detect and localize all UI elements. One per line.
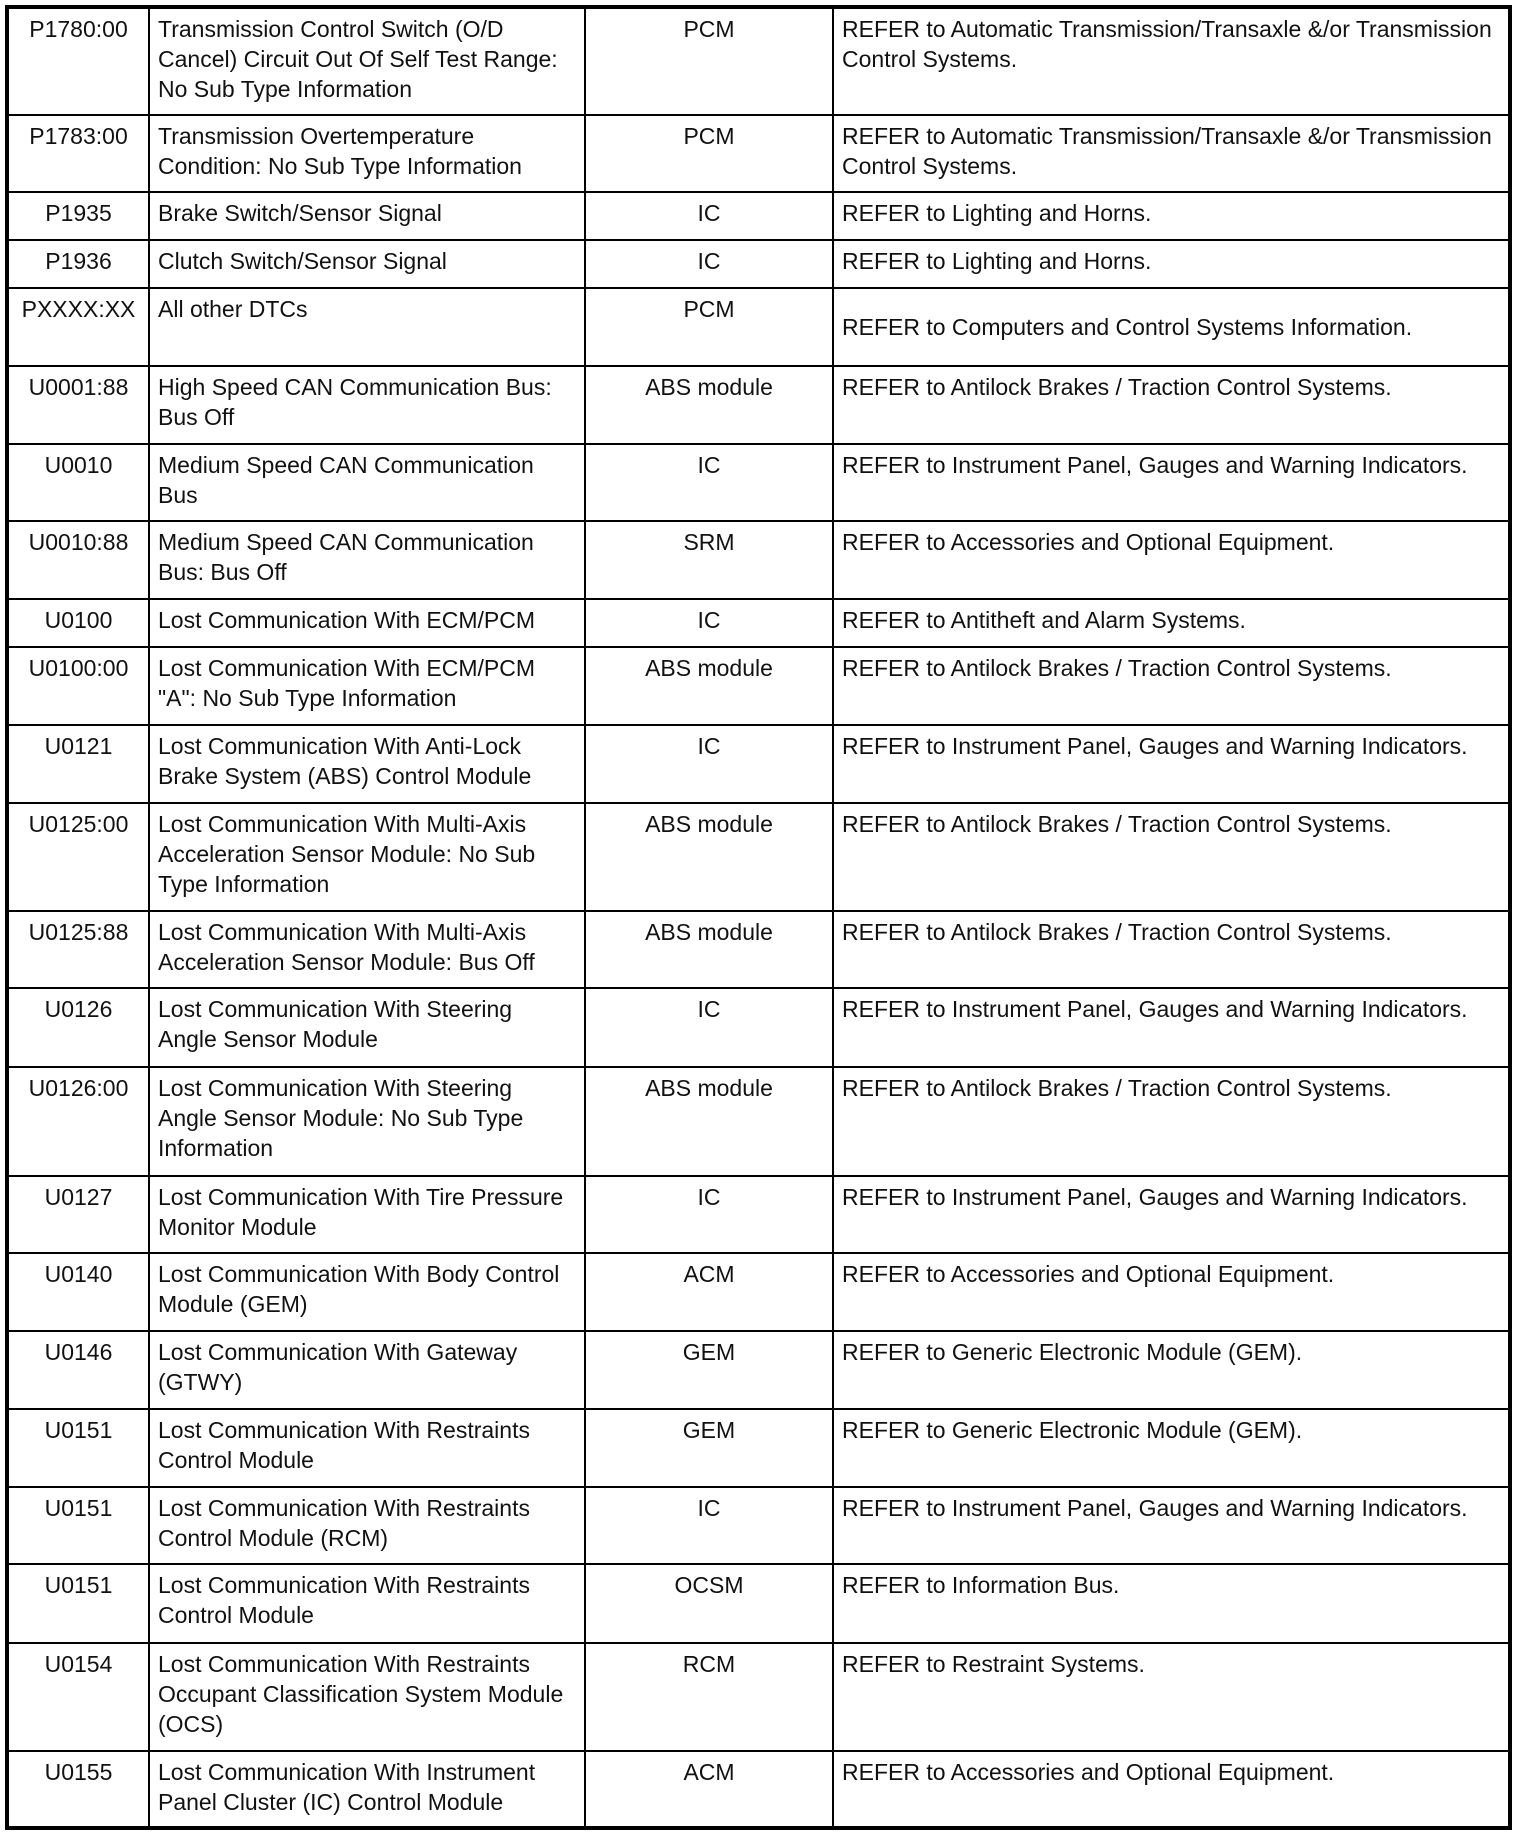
dtc-description-cell: Lost Communication With Tire Pressure Monitor Module — [149, 1176, 585, 1253]
action-cell: REFER to Instrument Panel, Gauges and Warning Indicators. — [833, 988, 1510, 1067]
dtc-code-cell: U0151 — [7, 1487, 149, 1564]
dtc-code-cell: U0126 — [7, 988, 149, 1067]
action-cell: REFER to Instrument Panel, Gauges and Warning Indicators. — [833, 444, 1510, 521]
module-cell: PCM — [585, 288, 833, 366]
dtc-description-cell: Lost Communication With Restraints Control Module — [149, 1409, 585, 1487]
dtc-code-cell: U0127 — [7, 1176, 149, 1253]
dtc-code-cell: U0125:88 — [7, 911, 149, 988]
dtc-description-cell: Brake Switch/Sensor Signal — [149, 192, 585, 240]
table-row — [7, 7, 1510, 115]
table-row — [7, 1253, 1510, 1331]
module-cell: RCM — [585, 1643, 833, 1751]
dtc-code-cell: U0001:88 — [7, 366, 149, 444]
dtc-description-cell: Lost Communication With Instrument Panel Cluster (IC) Control Module — [149, 1751, 585, 1828]
table-row — [7, 1564, 1510, 1643]
dtc-description-cell: Lost Communication With Restraints Control Module (RCM) — [149, 1487, 585, 1564]
dtc-code-cell: U0146 — [7, 1331, 149, 1409]
action-cell: REFER to Accessories and Optional Equipment. — [833, 521, 1510, 599]
dtc-description-cell: Lost Communication With Body Control Module (GEM) — [149, 1253, 585, 1331]
module-cell: ABS module — [585, 647, 833, 725]
dtc-table-body — [7, 7, 1510, 1828]
table-row — [7, 288, 1510, 366]
dtc-table — [5, 5, 1512, 1830]
action-cell: REFER to Accessories and Optional Equipment. — [833, 1253, 1510, 1331]
action-cell: REFER to Accessories and Optional Equipment. — [833, 1751, 1510, 1828]
dtc-description-cell: Lost Communication With Steering Angle Sensor Module: No Sub Type Information — [149, 1067, 585, 1176]
action-cell: REFER to Antilock Brakes / Traction Control Systems. — [833, 911, 1510, 988]
module-cell: ABS module — [585, 803, 833, 911]
action-cell: REFER to Automatic Transmission/Transaxle &/or Transmission Control Systems. — [833, 115, 1510, 192]
action-cell: REFER to Antilock Brakes / Traction Control Systems. — [833, 366, 1510, 444]
module-cell: IC — [585, 599, 833, 647]
table-row — [7, 599, 1510, 647]
module-cell: SRM — [585, 521, 833, 599]
table-row — [7, 911, 1510, 988]
action-cell: REFER to Instrument Panel, Gauges and Warning Indicators. — [833, 1176, 1510, 1253]
dtc-code-cell: P1935 — [7, 192, 149, 240]
module-cell: GEM — [585, 1331, 833, 1409]
table-row — [7, 1487, 1510, 1564]
table-row — [7, 444, 1510, 521]
module-cell: IC — [585, 240, 833, 288]
dtc-description-cell: Transmission Control Switch (O/D Cancel) Circuit Out Of Self Test Range: No Sub Type Information — [149, 7, 585, 115]
action-cell: REFER to Information Bus. — [833, 1564, 1510, 1643]
dtc-code-cell: U0151 — [7, 1409, 149, 1487]
module-cell: IC — [585, 192, 833, 240]
action-cell: REFER to Lighting and Horns. — [833, 192, 1510, 240]
dtc-description-cell: Medium Speed CAN Communication Bus: Bus Off — [149, 521, 585, 599]
dtc-description-cell: Lost Communication With Anti-Lock Brake System (ABS) Control Module — [149, 725, 585, 803]
dtc-description-cell: Lost Communication With ECM/PCM — [149, 599, 585, 647]
action-cell: REFER to Antilock Brakes / Traction Control Systems. — [833, 1067, 1510, 1176]
module-cell: ACM — [585, 1751, 833, 1828]
dtc-code-cell: U0154 — [7, 1643, 149, 1751]
action-cell: REFER to Computers and Control Systems Information. — [833, 288, 1510, 366]
dtc-code-cell: U0140 — [7, 1253, 149, 1331]
module-cell: ABS module — [585, 366, 833, 444]
dtc-code-cell: U0100:00 — [7, 647, 149, 725]
action-cell: REFER to Restraint Systems. — [833, 1643, 1510, 1751]
dtc-code-cell: P1783:00 — [7, 115, 149, 192]
dtc-description-cell: Transmission Overtemperature Condition: No Sub Type Information — [149, 115, 585, 192]
module-cell: IC — [585, 725, 833, 803]
table-row — [7, 1176, 1510, 1253]
dtc-code-cell: U0125:00 — [7, 803, 149, 911]
table-row — [7, 115, 1510, 192]
action-cell: REFER to Antilock Brakes / Traction Control Systems. — [833, 803, 1510, 911]
table-row — [7, 240, 1510, 288]
table-row — [7, 366, 1510, 444]
action-cell: REFER to Generic Electronic Module (GEM). — [833, 1409, 1510, 1487]
table-row — [7, 647, 1510, 725]
action-cell: REFER to Generic Electronic Module (GEM). — [833, 1331, 1510, 1409]
dtc-description-cell: Clutch Switch/Sensor Signal — [149, 240, 585, 288]
table-row — [7, 1751, 1510, 1828]
module-cell: ABS module — [585, 911, 833, 988]
module-cell: IC — [585, 444, 833, 521]
dtc-description-cell: High Speed CAN Communication Bus: Bus Off — [149, 366, 585, 444]
action-cell: REFER to Instrument Panel, Gauges and Warning Indicators. — [833, 1487, 1510, 1564]
dtc-description-cell: Lost Communication With Gateway (GTWY) — [149, 1331, 585, 1409]
dtc-description-cell: Lost Communication With Restraints Control Module — [149, 1564, 585, 1643]
module-cell: PCM — [585, 115, 833, 192]
dtc-code-cell: P1936 — [7, 240, 149, 288]
dtc-code-cell: PXXXX:XX — [7, 288, 149, 366]
module-cell: ACM — [585, 1253, 833, 1331]
dtc-description-cell: Lost Communication With ECM/PCM "A": No Sub Type Information — [149, 647, 585, 725]
module-cell: IC — [585, 1176, 833, 1253]
table-row — [7, 803, 1510, 911]
table-row — [7, 725, 1510, 803]
table-row — [7, 192, 1510, 240]
dtc-code-cell: U0155 — [7, 1751, 149, 1828]
module-cell: ABS module — [585, 1067, 833, 1176]
table-row — [7, 1331, 1510, 1409]
module-cell: PCM — [585, 7, 833, 115]
dtc-code-cell: U0151 — [7, 1564, 149, 1643]
table-row — [7, 988, 1510, 1067]
dtc-code-cell: U0121 — [7, 725, 149, 803]
action-cell: REFER to Automatic Transmission/Transaxle &/or Transmission Control Systems. — [833, 7, 1510, 115]
module-cell: OCSM — [585, 1564, 833, 1643]
table-row — [7, 1643, 1510, 1751]
dtc-code-cell: U0100 — [7, 599, 149, 647]
dtc-description-cell: All other DTCs — [149, 288, 585, 366]
dtc-code-cell: U0010 — [7, 444, 149, 521]
dtc-description-cell: Lost Communication With Multi-Axis Acceleration Sensor Module: No Sub Type Information — [149, 803, 585, 911]
dtc-code-cell: P1780:00 — [7, 7, 149, 115]
module-cell: GEM — [585, 1409, 833, 1487]
module-cell: IC — [585, 988, 833, 1067]
dtc-code-cell: U0010:88 — [7, 521, 149, 599]
action-cell: REFER to Instrument Panel, Gauges and Warning Indicators. — [833, 725, 1510, 803]
table-row — [7, 1409, 1510, 1487]
dtc-code-cell: U0126:00 — [7, 1067, 149, 1176]
dtc-description-cell: Lost Communication With Steering Angle Sensor Module — [149, 988, 585, 1067]
table-row — [7, 1067, 1510, 1176]
module-cell: IC — [585, 1487, 833, 1564]
action-cell: REFER to Lighting and Horns. — [833, 240, 1510, 288]
dtc-description-cell: Lost Communication With Multi-Axis Acceleration Sensor Module: Bus Off — [149, 911, 585, 988]
dtc-description-cell: Lost Communication With Restraints Occupant Classification System Module (OCS) — [149, 1643, 585, 1751]
table-row — [7, 521, 1510, 599]
dtc-description-cell: Medium Speed CAN Communication Bus — [149, 444, 585, 521]
action-cell: REFER to Antilock Brakes / Traction Control Systems. — [833, 647, 1510, 725]
action-cell: REFER to Antitheft and Alarm Systems. — [833, 599, 1510, 647]
